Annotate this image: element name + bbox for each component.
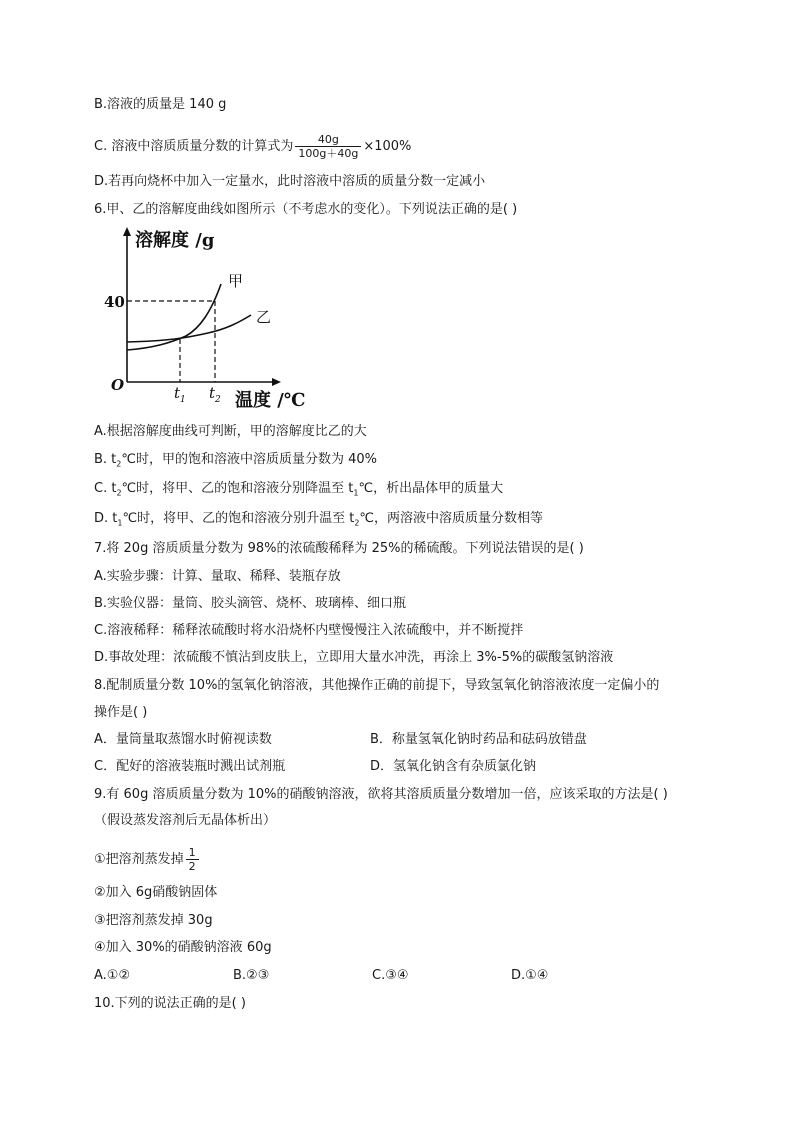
q6-option-a: A.根据溶解度曲线可判断，甲的溶解度比乙的大: [94, 424, 367, 439]
fraction-numerator: 40g: [317, 133, 339, 146]
q9-stem-line1: 9.有 60g 溶质质量分数为 10%的硝酸钠溶液，欲将其溶质质量分数增加一倍，应该采取的方法是( ): [94, 787, 668, 802]
q8-option-d: D．氢氧化钠含有杂质氯化钠: [370, 759, 537, 774]
q9-stem-line2: （假设蒸发溶剂后无晶体析出）: [94, 813, 277, 828]
y-axis-arrow: [123, 227, 131, 236]
x-axis-arrow: [272, 378, 281, 386]
y-tick-40: 40: [104, 293, 125, 311]
x-axis-label: 温度 /℃: [235, 390, 306, 411]
label-yi: 乙: [256, 308, 272, 326]
q8-option-b: B．称量氢氧化钠时药品和砝码放错盘: [370, 732, 587, 747]
q9-item-3: ③把溶剂蒸发掉 30g: [94, 913, 213, 928]
q9-option-a: A.①②: [94, 968, 131, 983]
q8-option-c: C．配好的溶液装瓶时溅出试剂瓶: [94, 759, 286, 774]
q9-option-d: D.①④: [511, 968, 549, 983]
q6-option-b: B. $t_2℃$时，甲的饱和溶液中溶质质量分数为 40%: [94, 452, 378, 469]
q5-option-b: B.溶液的质量是 140 g: [94, 97, 227, 112]
q9-item-4: ④加入 30%的硝酸钠溶液 60g: [94, 940, 272, 955]
t2-label: $t_2$: [209, 384, 221, 405]
fraction-denominator: 100g＋40g: [295, 146, 361, 160]
q6-option-c: C. $t_2℃$时，将甲、乙的饱和溶液分别降温至 $t_1℃$，析出晶体甲的质量大: [94, 481, 504, 498]
origin-label: O: [111, 376, 125, 394]
q9-item-1: ①把溶剂蒸发掉 $\frac{1}{2}$: [94, 846, 201, 873]
q5-option-c-suffix: ×100%: [363, 139, 412, 154]
q8-option-a: A．量筒量取蒸馏水时俯视读数: [94, 732, 272, 747]
q7-stem: 7.将 20g 溶质质量分数为 98%的浓硫酸稀释为 25%的稀硫酸。下列说法错误的是( ): [94, 541, 584, 556]
q8-stem-line2: 操作是( ): [94, 705, 148, 720]
q9-fraction-half: $\frac{1}{2}$: [186, 846, 199, 873]
q9-option-c: C.③④: [372, 968, 409, 983]
q10-stem: 10.下列的说法正确的是( ): [94, 996, 246, 1011]
solubility-curve-graph: [104, 224, 308, 414]
q7-option-d: D.事故处理：浓硫酸不慎沾到皮肤上，立即用大量水冲洗，再涂上 3%-5%的碳酸氢钠溶液: [94, 650, 614, 665]
y-axis-label: 溶解度 /g: [135, 230, 215, 251]
t1-label: $t_1$: [174, 384, 186, 405]
q8-stem-line1: 8.配制质量分数 10%的氢氧化钠溶液，其他操作正确的前提下，导致氢氧化钠溶液浓度一定偏小的: [94, 678, 660, 693]
q9-item-2: ②加入 6g硝酸钠固体: [94, 885, 218, 900]
q7-option-a: A.实验步骤：计算、量取、稀释、装瓶存放: [94, 569, 341, 584]
q5-fraction: [295, 133, 361, 160]
label-jia: 甲: [228, 272, 244, 290]
q6-stem: 6.甲、乙的溶解度曲线如图所示（不考虑水的变化）。下列说法正确的是( ): [94, 202, 518, 217]
curve-yi: [127, 315, 251, 342]
q9-option-b: B.②③: [233, 968, 270, 983]
q7-option-c: C.溶液稀释：稀释浓硫酸时将水沿烧杯内壁慢慢注入浓硫酸中，并不断搅拌: [94, 623, 524, 638]
q5-option-c: [94, 133, 411, 160]
curve-jia: [127, 284, 221, 350]
q5-option-d: D.若再向烧杯中加入一定量水，此时溶液中溶质的质量分数一定减小: [94, 174, 486, 189]
q5-option-c-text: C. 溶液中溶质质量分数的计算式为: [94, 139, 294, 154]
q7-option-b: B.实验仪器：量筒、胶头滴管、烧杯、玻璃棒、细口瓶: [94, 596, 407, 611]
q6-option-d: D. $t_1℃$时，将甲、乙的饱和溶液分别升温至 $t_2℃$，两溶液中溶质质量分数相等: [94, 511, 544, 528]
